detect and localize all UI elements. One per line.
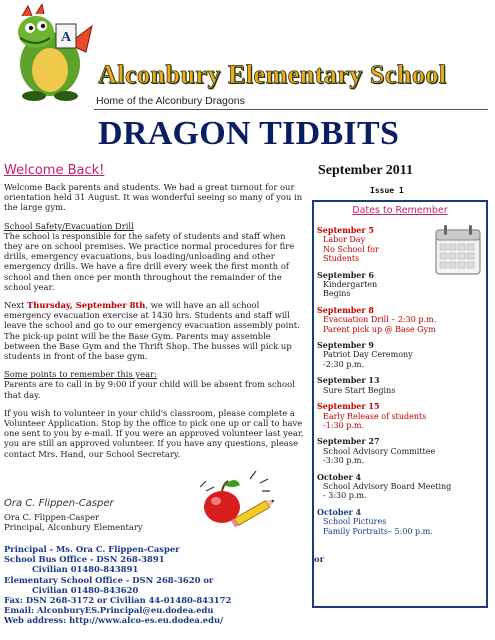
event-item: September 13 Sure Start Begins <box>317 375 396 395</box>
event-item: September 6 Kindergarten Begins <box>317 269 378 299</box>
header-divider <box>94 109 488 110</box>
safety-section <box>4 221 306 292</box>
contact-web[interactable]: Web address: http://www.alco-es.eu.dodea.edu/ <box>4 615 224 626</box>
school-name: Alconbury Elementary School <box>98 60 447 89</box>
welcome-heading: Welcome Back! <box>4 163 105 178</box>
contact-fax: Fax: DSN 268-3172 or Civilian 44-01480-843172 <box>4 595 232 606</box>
event-item: September 15 Early Release of students -1:30 p.m. <box>317 401 427 430</box>
drill-date: Thursday, September 8th <box>27 300 146 311</box>
events-list <box>317 226 485 543</box>
principal-name: Ora C. Flippen-Casper <box>4 512 100 522</box>
tagline: Home of the Alconbury Dragons <box>96 95 245 107</box>
dates-sidebar <box>312 200 488 608</box>
safety-heading: School Safety/Evacuation Drill <box>4 220 134 231</box>
issue-month: September 2011 <box>318 163 414 178</box>
contact-bus-civilian: Civilian 01480-843891 <box>32 564 139 575</box>
event-item: September 8 Evacuation Drill – 2:30 p.m. Parent pick up @ Base Gym <box>317 304 437 334</box>
event-item: October 4 School Advisory Board Meeting - 3:30 p.m. <box>317 471 452 501</box>
drill-paragraph <box>4 300 306 361</box>
signature-block <box>4 512 143 532</box>
svg-text:A: A <box>60 30 72 45</box>
contact-principal: Principal - Ms. Ora C. Flippen-Casper <box>4 544 180 554</box>
contact-bus-office: School Bus Office - DSN 268-3891 <box>4 554 165 565</box>
signature: Ora C. Flippen-Casper <box>4 498 114 509</box>
drill-text: , we will have an all school emergency evacuation exercise at 1430 hrs. Students and staff will leave the school and go to our emergency evacuation assembly point. The pick-up point will be the Base Gym. Parents may assemble between the Base Gym and the Thrift Shop. The busses will pick up students in front of the base gym. <box>4 300 300 362</box>
contact-or: or <box>314 554 324 564</box>
article-body <box>4 182 306 467</box>
issue-number: Issue 1 <box>370 186 404 195</box>
apple-pencil-icon <box>190 465 280 535</box>
drill-prefix: Next <box>4 300 28 311</box>
points-heading: Some points to remember this year: <box>4 369 157 380</box>
event-item: September 9 Patriot Day Ceremony -2:30 p.m. <box>317 340 413 369</box>
points-section <box>4 369 306 400</box>
contact-school-civilian: Civilian 01480-843620 <box>32 584 139 595</box>
intro-paragraph: Welcome Back parents and students. We had a great turnout for our orientation held 31 August. It was wonderful seeing so many of you in the large gym. <box>4 182 303 213</box>
contact-block <box>4 544 334 626</box>
principal-title: Principal, Alconbury Elementary <box>4 522 143 533</box>
dragon-mascot-icon <box>6 4 94 102</box>
event-item: September 27 School Advisory Committee -3:30 p.m. <box>317 436 436 466</box>
dates-title: Dates to Remember <box>352 205 448 216</box>
newsletter-title: DRAGON TIDBITS <box>98 115 400 152</box>
event-item: October 4 School Pictures Family Portraits– 5:00 p.m. <box>317 506 433 536</box>
points-text: Parents are to call in by 9:00 if your child will be absent from school that day. <box>4 379 295 400</box>
volunteer-paragraph: If you wish to volunteer in your child's classroom, please complete a Volunteer Application. Stop by the office to pick one up or call to have one sent to you by e-mail. If you were an approved volunteer last year, you are still an approved volunteer. If you have any questions, please contact Mrs. Hand, our School Secretary. <box>4 407 304 459</box>
safety-text: The school is responsible for the safety of students and staff when they are on school premises. We practice normal procedures for fire drills, emergency evacuations, bus loading/unloading and other emergency drills. We have a fire drill every week the first month of school and then once per month throughout the remainder of the school year. <box>4 230 295 292</box>
contact-email[interactable]: Email: AlconburyES.Principal@eu.dodea.edu <box>4 605 214 616</box>
contact-school-office: Elementary School Office - DSN 268-3620 or <box>4 574 214 585</box>
event-item: September 5 Labor Day No School for Students <box>317 225 379 264</box>
